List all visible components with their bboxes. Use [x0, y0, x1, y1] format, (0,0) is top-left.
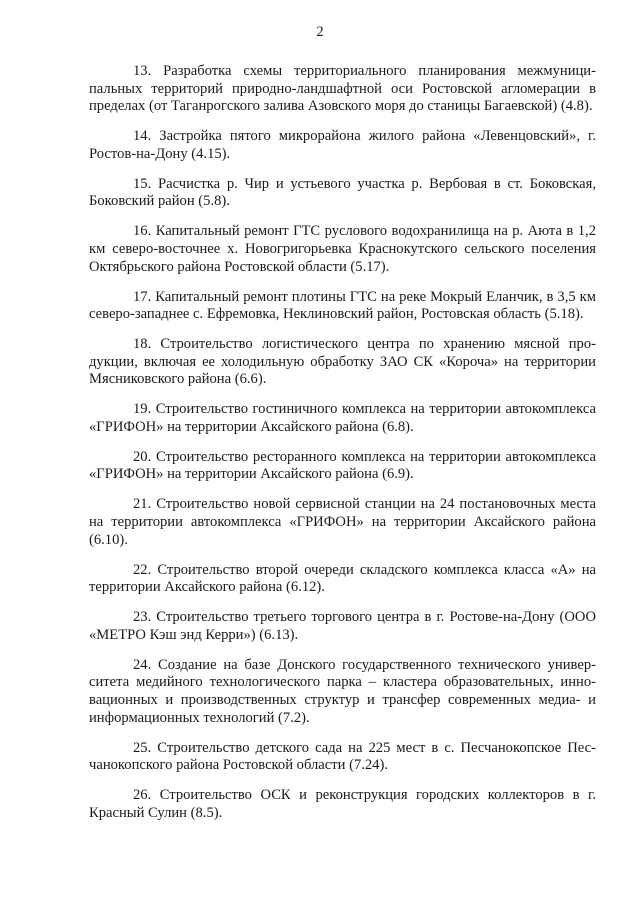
list-item-20: 20. Строительство ресторанного комплекса на территории автокомплекса «ГРИФОН» на территории Аксайского района (6.9).	[89, 448, 596, 483]
list-item-21: 21. Строительство новой сервисной станции на 24 постановочных места на территории автокомплекса «ГРИФОН» на территории Аксайского района (6.10).	[89, 496, 596, 548]
list-item-16: 16. Капитальный ремонт ГТС руслового водохранилища на р. Аюта в 1,2 км северо-восточнее х. Новогригорьевка Краснокутского сельского поселения Октябрьского района Ростовской области (5.17).	[89, 223, 596, 275]
list-item-26: 26. Строительство ОСК и реконструкция городских коллекторов в г. Красный Сулин (8.5).	[89, 787, 596, 821]
page-number: 2	[316, 24, 324, 40]
list-item-23: 23. Строительство третьего торгового центра в г. Ростове-на-Дону (ООО «МЕТРО Кэш энд Керри») (6.13).	[89, 609, 596, 643]
document-body	[89, 63, 596, 835]
list-item-17: 17. Капитальный ремонт плотины ГТС на реке Мокрый Еланчик, в 3,5 км северо-западнее с. Ефремовка, Неклиновский район, Ростовская область (5.18).	[89, 288, 596, 323]
list-item-13: 13. Разработка схемы территориального планирования межмуниципальных территорий природно-ландшафтной оси Ростовской агломерации в пределах (от Таганрогского залива Азовского моря до станицы Багаевской) (4.8).	[89, 63, 596, 115]
list-item-22: 22. Строительство второй очереди складского комплекса класса «А» на территории Аксайского района (6.12).	[89, 561, 596, 596]
list-item-18: 18. Строительство логистического центра по хранению мясной продукции, включая ее холодильную обработку ЗАО СК «Короча» на территории Мясниковского района (6.6).	[89, 336, 596, 388]
list-item-25: 25. Строительство детского сада на 225 мест в с. Песчанокопское Песчанокопского района Ростовской области (7.24).	[89, 739, 596, 774]
list-item-24: 24. Создание на базе Донского государственного технического университета медийного технологического парка – кластера образовательных, инновационных и производственных структур и трансфер современных медиа- и информационных технологий (7.2).	[89, 656, 596, 726]
list-item-15: 15. Расчистка р. Чир и устьевого участка р. Вербовая в ст. Боковская, Боковский район (5.8).	[89, 175, 596, 210]
list-item-19: 19. Строительство гостиничного комплекса на территории автокомплекса «ГРИФОН» на территории Аксайского района (6.8).	[89, 401, 596, 435]
list-item-14: 14. Застройка пятого микрорайона жилого района «Левенцовский», г. Ростов-на-Дону (4.15).	[89, 128, 596, 162]
